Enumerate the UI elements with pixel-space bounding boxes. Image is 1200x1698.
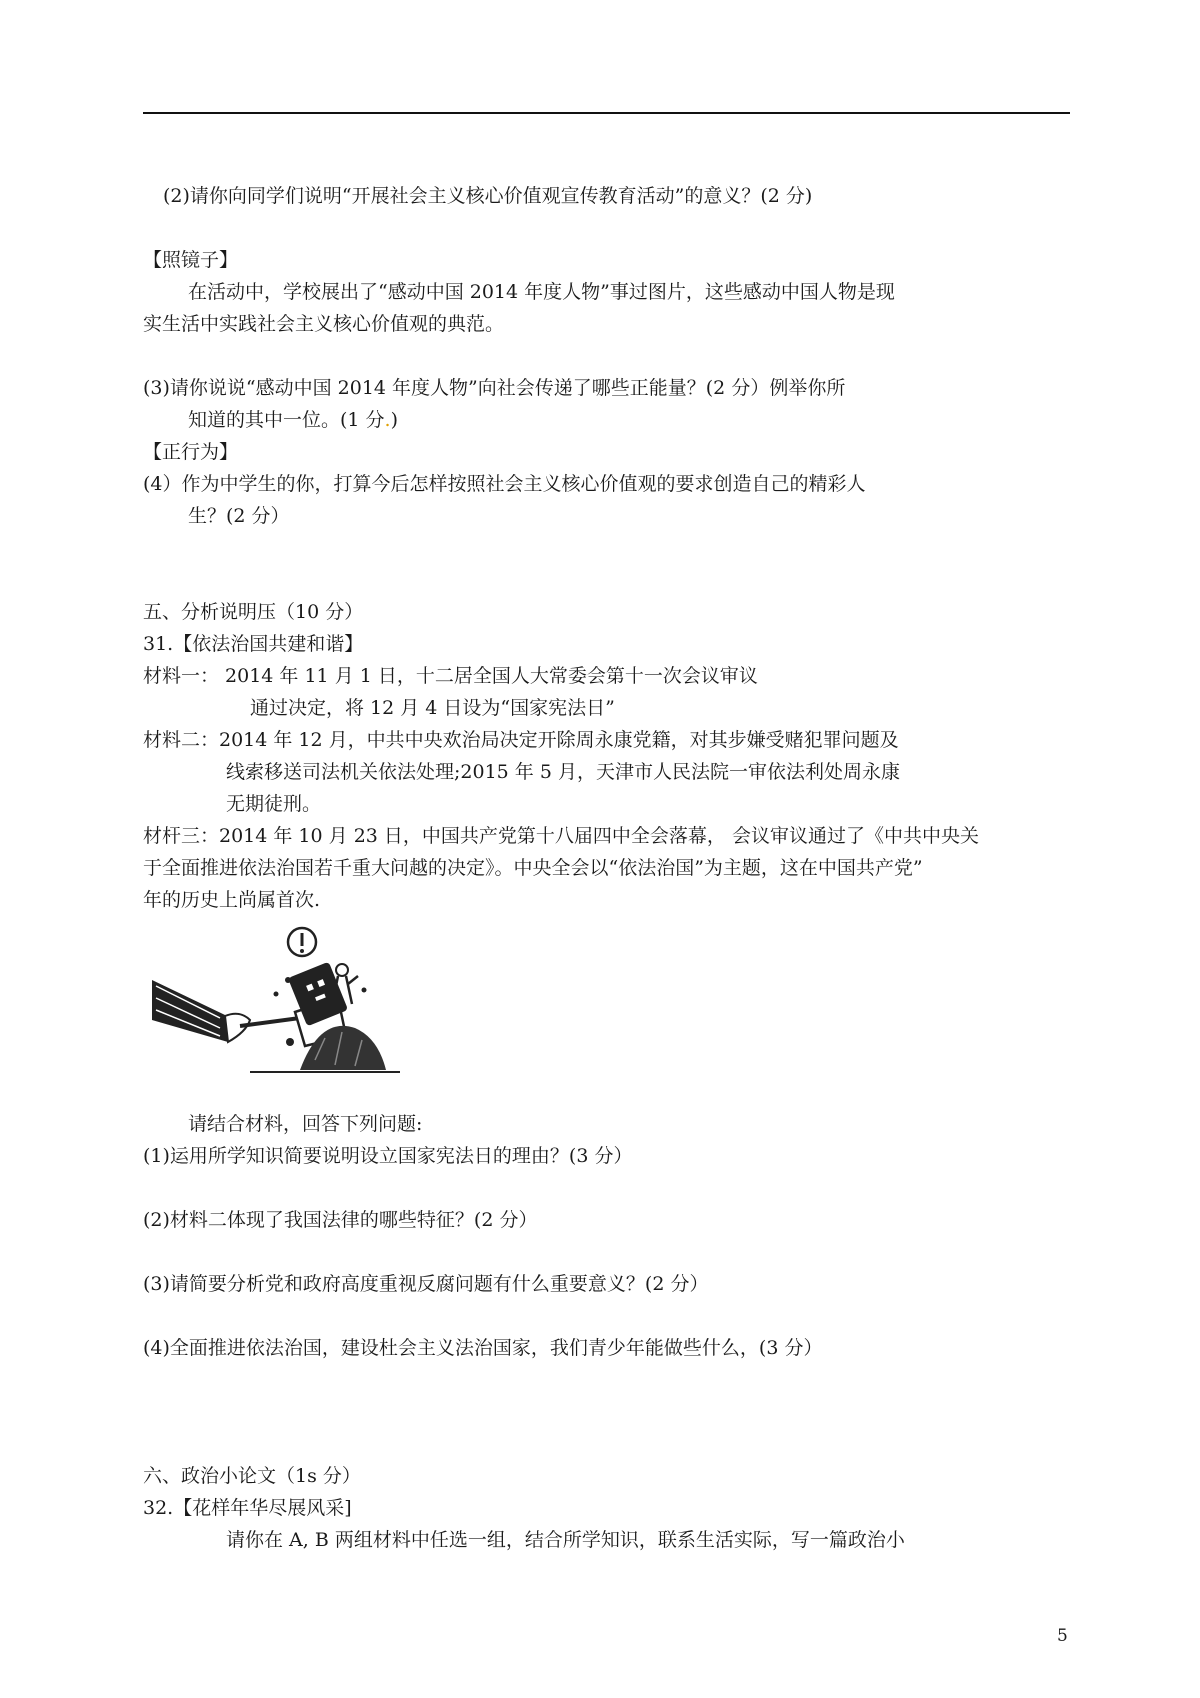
question-4: (4）作为中学生的你，打算今后怎样按照社会主义核心价值观的要求创造自己的精彩人	[143, 473, 866, 495]
question-31-4: (4)全面推进依法治国，建设杜会主义法治国家，我们青少年能做些什么，(3 分）	[143, 1337, 823, 1359]
material-2-continued: 无期徒刑。	[226, 793, 322, 815]
instruction-text: 请结合材料，回答下列问题:	[188, 1113, 423, 1135]
paragraph-line: 实生活中实践社会主义核心价值观的典范。	[143, 313, 505, 335]
question-2: (2)请你向同学们说明“开展社会主义核心价值观宣传教育活动”的意义？(2 分)	[163, 185, 813, 207]
material-3-continued: 于全面推进依法治国若千重大问越的决定》。中央全会以“依法治国”为主题，这在中国共产党”	[143, 857, 923, 879]
closing-paren: )	[390, 409, 399, 431]
section-six-heading: 六、政治小论文（1s 分）	[143, 1465, 361, 1487]
material-1-continued: 通过决定，将 12 月 4 日设为“国家宪法日”	[250, 697, 615, 719]
question-31-title: 31.【依法治国共建和谐】	[143, 633, 364, 655]
question-3-text: 知道的其中一位。(1 分	[188, 409, 385, 431]
orange-dot: .	[384, 409, 391, 431]
paragraph-line: 在活动中，学校展出了“感动中国 2014 年度人物”事过图片，这些感动中国人物是现	[188, 281, 895, 303]
section-heading-mirror: 【照镜子】	[143, 249, 239, 271]
material-3: 材杆三：2014 年 10 月 23 日，中国共产党第十八届四中全会落幕， 会议审议通过了《中共中央关	[143, 825, 979, 847]
section-heading-behavior: 【正行为】	[143, 441, 239, 463]
material-3-continued: 年的历史上尚属首次.	[143, 889, 321, 911]
anti-corruption-cartoon	[150, 920, 410, 1082]
page-number: 5	[1057, 1626, 1068, 1646]
question-31-2: (2)材料二体现了我国法律的哪些特征？(2 分）	[143, 1209, 538, 1231]
question-31-1: (1)运用所学知识简要说明设立国家宪法日的理由？(3 分）	[143, 1145, 633, 1167]
material-2: 材料二：2014 年 12 月，中共中央欢治局决定开除周永康党籍，对其步嫌受赌犯罪问题及	[143, 729, 899, 751]
question-32-text: 请你在 A, B 两组材料中任选一组，结合所学知识，联系生活实际，写一篇政治小	[226, 1529, 905, 1551]
material-1: 材料一： 2014 年 11 月 1 日，十二居全国人大常委会第十一次会议审议	[143, 665, 758, 687]
question-31-3: (3)请简要分析党和政府高度重视反腐问题有什么重要意义？(2 分）	[143, 1273, 709, 1295]
question-4-continued: 生？(2 分）	[188, 505, 290, 527]
header-rule	[143, 112, 1070, 114]
question-3: (3)请你说说“感动中国 2014 年度人物”向社会传递了哪些正能量？(2 分）例举你所	[143, 377, 846, 399]
question-3-continued	[188, 406, 398, 434]
material-2-continued: 线索移送司法机关依法处理;2015 年 5 月，天津市人民法院一审依法利处周永康	[226, 761, 900, 783]
question-32-title: 32.【花样年华尽展风采]	[143, 1497, 352, 1519]
section-five-heading: 五、分析说明压（10 分）	[143, 601, 364, 623]
